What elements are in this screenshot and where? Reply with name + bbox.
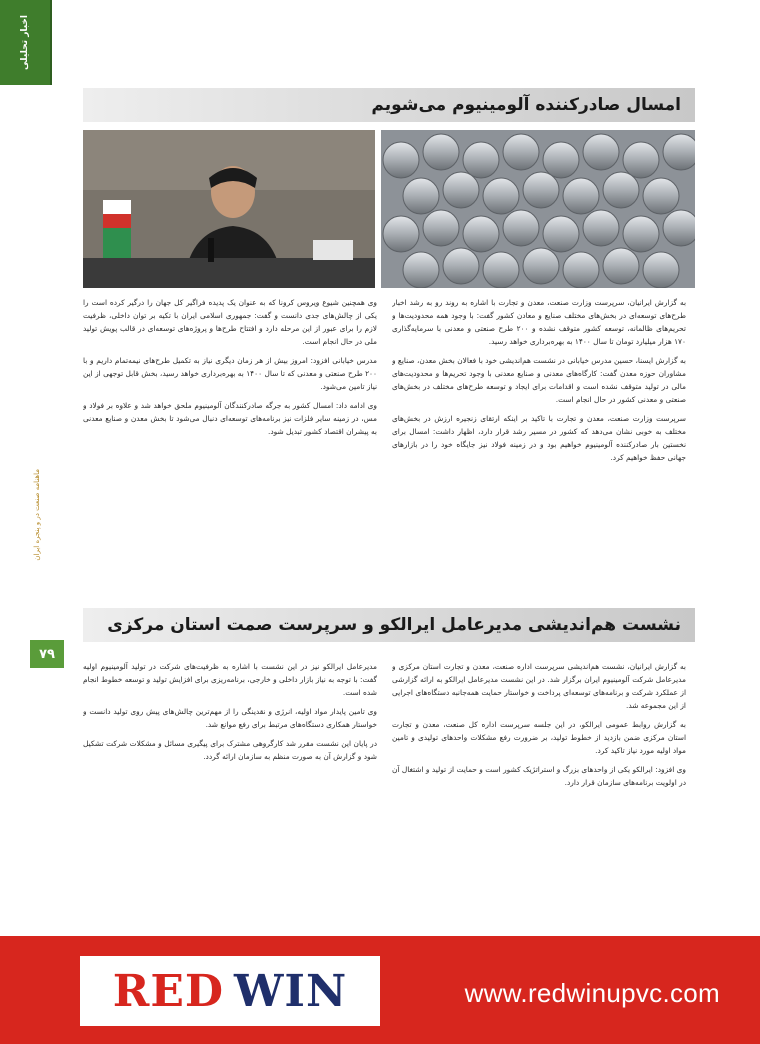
aluminum-bars-illustration <box>381 130 695 288</box>
redwin-advertisement[interactable] <box>0 936 760 1044</box>
article1-paragraph: وی ادامه داد: امسال کشور به جرگه صادرکنندگان آلومینیوم ملحق خواهد شد و علاوه بر فولاد و مس، در زمینه سایر فلزات نیز برنامه‌های توسعه‌ای دنبال می‌شود تا بخش معدن و صنایع معدنی به پیشران اقتصاد کشور تبدیل شود. <box>83 401 377 436</box>
logo-red-text: RED <box>112 965 225 1017</box>
page-number: ۷۹ <box>30 640 64 668</box>
section-tab-label: اخبار تحلیلی <box>20 15 30 70</box>
article1-title: امسال صادرکننده آلومینیوم می‌شویم <box>371 95 681 115</box>
side-margin <box>30 400 44 630</box>
article-photo-aluminum-bars <box>381 130 695 288</box>
article1-column-right <box>392 296 686 596</box>
article2-paragraph: مدیرعامل ایرالکو نیز در این نشست با اشاره به ظرفیت‌های شرکت در تولید آلومینیوم اولیه گفت: با توجه به نیاز بازار داخلی و خارجی، برنامه‌ریزی برای افزایش تولید و توسعه خطوط انجام شده است. <box>83 662 377 697</box>
side-margin-label: ماهنامه صنعت در و پنجره ایران <box>33 469 41 561</box>
logo-win-text: WIN <box>234 965 348 1017</box>
article2-column-right <box>392 660 686 930</box>
article1-title-bar <box>83 88 695 122</box>
official-photo-illustration <box>83 130 375 288</box>
article2-paragraph: به گزارش روابط عمومی ایرالکو، در این جلسه سرپرست اداره کل صنعت، معدن و تجارت استان مرکزی ضمن بازدید از خطوط تولید، بر ضرورت رفع مشکلات واحدهای تولیدی و تامین مواد اولیه مورد نیاز تاکید کرد. <box>392 720 686 755</box>
article2-column-left <box>83 660 377 930</box>
article1-paragraph: سرپرست وزارت صنعت، معدن و تجارت با تاکید بر اینکه ارتقای زنجیره ارزش در بخش‌های مختلف به خوبی نشان می‌دهد که کشور در مسیر رشد قرار دارد، اظهار داشت: امسال برای نخستین بار صادرکننده آلومینیوم خواهیم بود و در زمینه فولاد نیز جایگاه خود را در بازارهای جهانی حفظ خواهیم کرد. <box>392 414 686 462</box>
article2-paragraph: وی افزود: ایرالکو یکی از واحدهای بزرگ و استراتژیک کشور است و حمایت از تولید و اشتغال آن در اولویت برنامه‌های سازمان قرار دارد. <box>392 765 686 787</box>
article-photo-official <box>83 130 375 288</box>
article1-paragraph: مدرس خیابانی افزود: امروز بیش از هر زمان دیگری نیاز به تکمیل طرح‌های نیمه‌تمام داریم و با ۲۰۰ طرح صنعتی و معدنی که تا سال ۱۴۰۰ به بهره‌برداری خواهد رسید، بخش قابل توجهی از این نیاز تامین می‌شود. <box>83 356 377 391</box>
article1-paragraph: به گزارش ایسنا، حسین مدرس خیابانی در نشست هم‌اندیشی خود با فعالان بخش معدن، صنایع و مشاوران حوزه معدن گفت: کارگاه‌های معدنی و صنایع معدنی با وجود تحریم‌ها و محدودیت‌های مالی در تولید متوقف نشده است و اقدامات برای ایجاد و توسعه طرح‌های مختلف در بخش‌های صنعتی و معدنی کشور در حال انجام است. <box>392 356 686 404</box>
ad-website-link[interactable]: www.redwinupvc.com <box>464 978 720 1008</box>
article2-paragraph: در پایان این نشست مقرر شد کارگروهی مشترک برای پیگیری مسائل و مشکلات شرکت تشکیل شود و گزارش آن به صورت منظم به سازمان ارائه گردد. <box>83 739 377 761</box>
article1-column-left <box>83 296 377 596</box>
article1-paragraph: وی همچنین شیوع ویروس کرونا که به عنوان یک پدیده فراگیر کل جهان را درگیر کرده است را یکی از چالش‌های جدی دانست و گفت: جمهوری اسلامی ایران با تکیه بر توان داخلی، ظرفیت لازم را برای عبور از این مرحله دارد و افتتاح طرح‌ها و پروژه‌های توسعه‌ای در قالب پویش تولید ملی در حال انجام است. <box>83 298 377 346</box>
article2-paragraph: به گزارش ایرانیان، نشست هم‌اندیشی سرپرست اداره صنعت، معدن و تجارت استان مرکزی و مدیرعامل شرکت آلومینیوم ایران برگزار شد. در این نشست مدیرعامل ایرالکو به ارائه گزارشی از عملکرد شرکت و برنامه‌های توسعه‌ای پرداخت و خواستار حمایت همه‌جانبه دستگاه‌های اجرایی از این مجموعه شد. <box>392 662 686 710</box>
article2-title: نشست هم‌اندیشی مدیرعامل ایرالکو و سرپرست صمت استان مرکزی <box>107 615 681 635</box>
redwin-logo <box>80 956 380 1026</box>
article2-paragraph: وی تامین پایدار مواد اولیه، انرژی و نقدینگی را از مهم‌ترین چالش‌های پیش روی تولید دانست و خواستار همکاری دستگاه‌های مرتبط برای رفع موانع شد. <box>83 707 377 729</box>
section-tab <box>0 0 52 85</box>
article2-title-bar <box>83 608 695 642</box>
article1-paragraph: به گزارش ایرانیان، سرپرست وزارت صنعت، معدن و تجارت با اشاره به روند رو به رشد اخبار طرح‌های توسعه‌ای در بخش‌های مختلف صنایع و معادن کشور گفت: با وجود همه محدودیت‌ها و تحریم‌های ظالمانه، توسعه کشور متوقف نشده و ۲۰۰ طرح صنعتی و معدنی با سرمایه‌گذاری ۱۷۰ هزار میلیارد تومان تا سال ۱۴۰۰ به بهره‌برداری خواهد رسید. <box>392 298 686 346</box>
